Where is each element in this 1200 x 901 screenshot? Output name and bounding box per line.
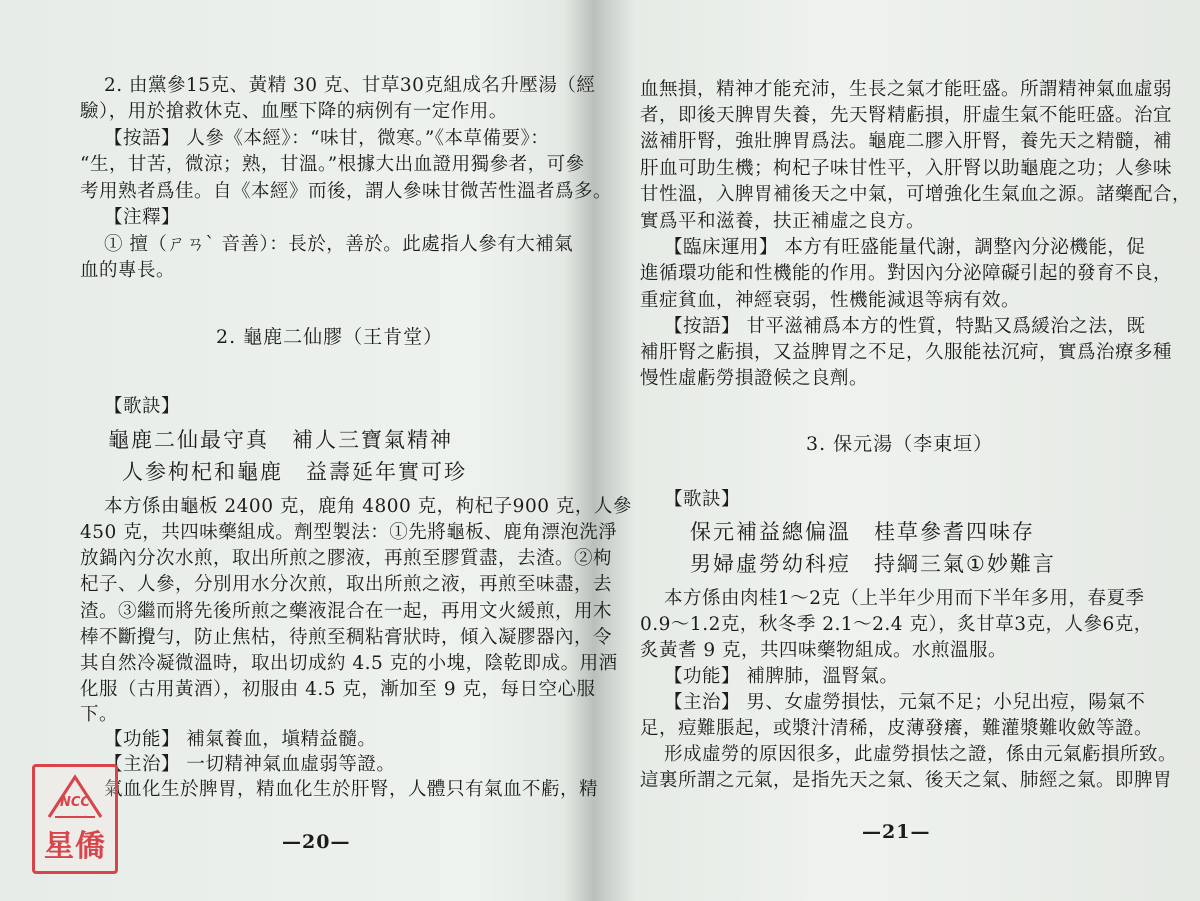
text-line: 肝血可助生機；枸杞子味甘性平，入肝腎以助龜鹿之功；人參味	[640, 158, 1173, 179]
text-line: 2. 由黨參15克、黃精 30 克、甘草30克組成名升壓湯（經	[104, 75, 596, 96]
text-line: 450 克，共四味藥組成。劑型製法：①先將龜板、鹿角漂泡洗淨	[80, 522, 618, 543]
verse-line: 男婦虛勞幼科痘 持綱三氣①妙難言	[690, 552, 1056, 576]
page-number: —20—	[282, 831, 351, 853]
indication-line: 【主治】 男、女虛勞損怯，元氣不足；小兒出痘，陽氣不	[664, 692, 1146, 713]
page-number: —21—	[862, 821, 931, 843]
text-line: 棒不斷攪勻，防止焦枯，待煎至稠粘膏狀時，傾入凝膠器內，令	[80, 627, 613, 648]
stamp-name: 星僑	[44, 829, 106, 864]
text-line: 考用熟者爲佳。自《本經》而後，謂人參味甘微苦性溫者爲多。	[80, 181, 613, 202]
text-line: 杞子、人參，分別用水分次煎，取出所煎之液，再煎至味盡，去	[80, 574, 613, 595]
text-line: 本方係由龜板 2400 克，鹿角 4800 克，枸杞子900 克，人參	[104, 496, 632, 517]
text-line: 氣血化生於脾胃，精血化生於肝腎，人體只有氣血不虧，精	[104, 779, 599, 800]
clinical-use-line: 【臨床運用】 本方有旺盛能量代謝，調整內分泌機能，促	[664, 237, 1146, 258]
section-title: 2. 龜鹿二仙膠（王肯堂）	[216, 326, 444, 348]
indication-line: 【主治】 一切精神氣血虛弱等證。	[104, 754, 396, 775]
ncc-logo-stamp	[32, 764, 118, 874]
text-line: 本方係由肉桂1～2克（上半年少用而下半年多用，春夏季	[664, 588, 1145, 609]
formula-label: 【歌訣】	[664, 489, 741, 510]
function-line: 【功能】 補氣養血，塡精益髓。	[104, 729, 377, 750]
text-line: 炙黃耆 9 克，共四味藥物組成。水煎溫服。	[640, 640, 1008, 661]
text-line: “生，甘苦，微涼；熟，甘溫。”根據大出血證用獨參者，可參	[80, 154, 585, 175]
text-line: 慢性虛虧勞損證候之良劑。	[640, 368, 869, 389]
text-line: 甘性溫，入脾胃補後天之中氣，可增強化生氣血之源。諸藥配合，	[640, 184, 1192, 205]
section-title: 3. 保元湯（李東垣）	[806, 433, 994, 455]
text-line: ① 擅（ㄕㄢˋ 音善）：長於，善於。此處指人參有大補氣	[104, 234, 574, 255]
text-line: 驗），用於搶救休克、血壓下降的病例有一定作用。	[80, 101, 508, 122]
verse-line: 龜鹿二仙最守真 補人三寶氣精神	[108, 428, 453, 452]
text-line: 血的專長。	[80, 260, 176, 281]
text-line: 這裏所謂之元氣，是指先天之氣、後天之氣、肺經之氣。即脾胃	[640, 770, 1173, 791]
text-line: 放鍋內分次水煎，取出所煎之膠液，再煎至膠質盡，去渣。②枸	[80, 548, 613, 569]
text-line: 進循環功能和性機能的作用。對因內分泌障礙引起的發育不良，	[640, 263, 1173, 284]
stamp-ncc-text: NCC	[60, 795, 90, 810]
commentary-line: 【按語】 甘平滋補爲本方的性質，特點又爲緩治之法，既	[664, 316, 1146, 337]
verse-line: 人参枸杞和龜鹿 益壽延年實可珍	[122, 460, 467, 484]
text-line: 形成虛勞的原因很多，此虛勞損怯之證，係由元氣虧損所致。	[664, 744, 1178, 765]
formula-label: 【歌訣】	[104, 396, 181, 417]
function-line: 【功能】 補脾肺，溫腎氣。	[664, 666, 899, 687]
text-line: 足，痘難脹起，或漿汁清稀，皮薄發癢，難灌漿難收斂等證。	[640, 718, 1154, 739]
text-line: 化服（古用黃酒），初服由 4.5 克，漸加至 9 克，每日空心服	[80, 679, 596, 700]
text-line: 重症貧血，神經衰弱，性機能減退等病有效。	[640, 290, 1021, 311]
text-line: 下。	[80, 704, 119, 725]
text-line: 血無損，精神才能充沛，生長之氣才能旺盛。所謂精神氣血虛弱	[640, 79, 1173, 100]
text-line: 0.9～1.2克，秋冬季 2.1～2.4 克），炙甘草3克，人參6克，	[640, 614, 1153, 635]
verse-line: 保元補益總偏溫 桂草參耆四味存	[690, 520, 1035, 544]
annotation-heading: 【注釋】	[104, 207, 181, 228]
text-line: 者，即後天脾胃失養，先天腎精虧損，肝虛生氣不能旺盛。治宜	[640, 105, 1173, 126]
text-line: 【按語】 人參《本經》：“味甘，微寒。”《本草備要》：	[104, 128, 550, 149]
text-line: 實爲平和滋養，扶正補虛之良方。	[640, 211, 926, 232]
right-page	[600, 0, 1200, 901]
text-line: 滋補肝腎，強壯脾胃爲法。龜鹿二膠入肝腎，養先天之精髓，補	[640, 131, 1173, 152]
text-line: 其自然冷凝微溫時，取出切成約 4.5 克的小塊，陰乾即成。用酒	[80, 653, 618, 674]
text-line: 補肝腎之虧損，又益脾胃之不足，久服能祛沉疴，實爲治療多種	[640, 342, 1173, 363]
text-line: 渣。③繼而將先後所煎之藥液混合在一起，再用文火緩煎，用木	[80, 601, 613, 622]
